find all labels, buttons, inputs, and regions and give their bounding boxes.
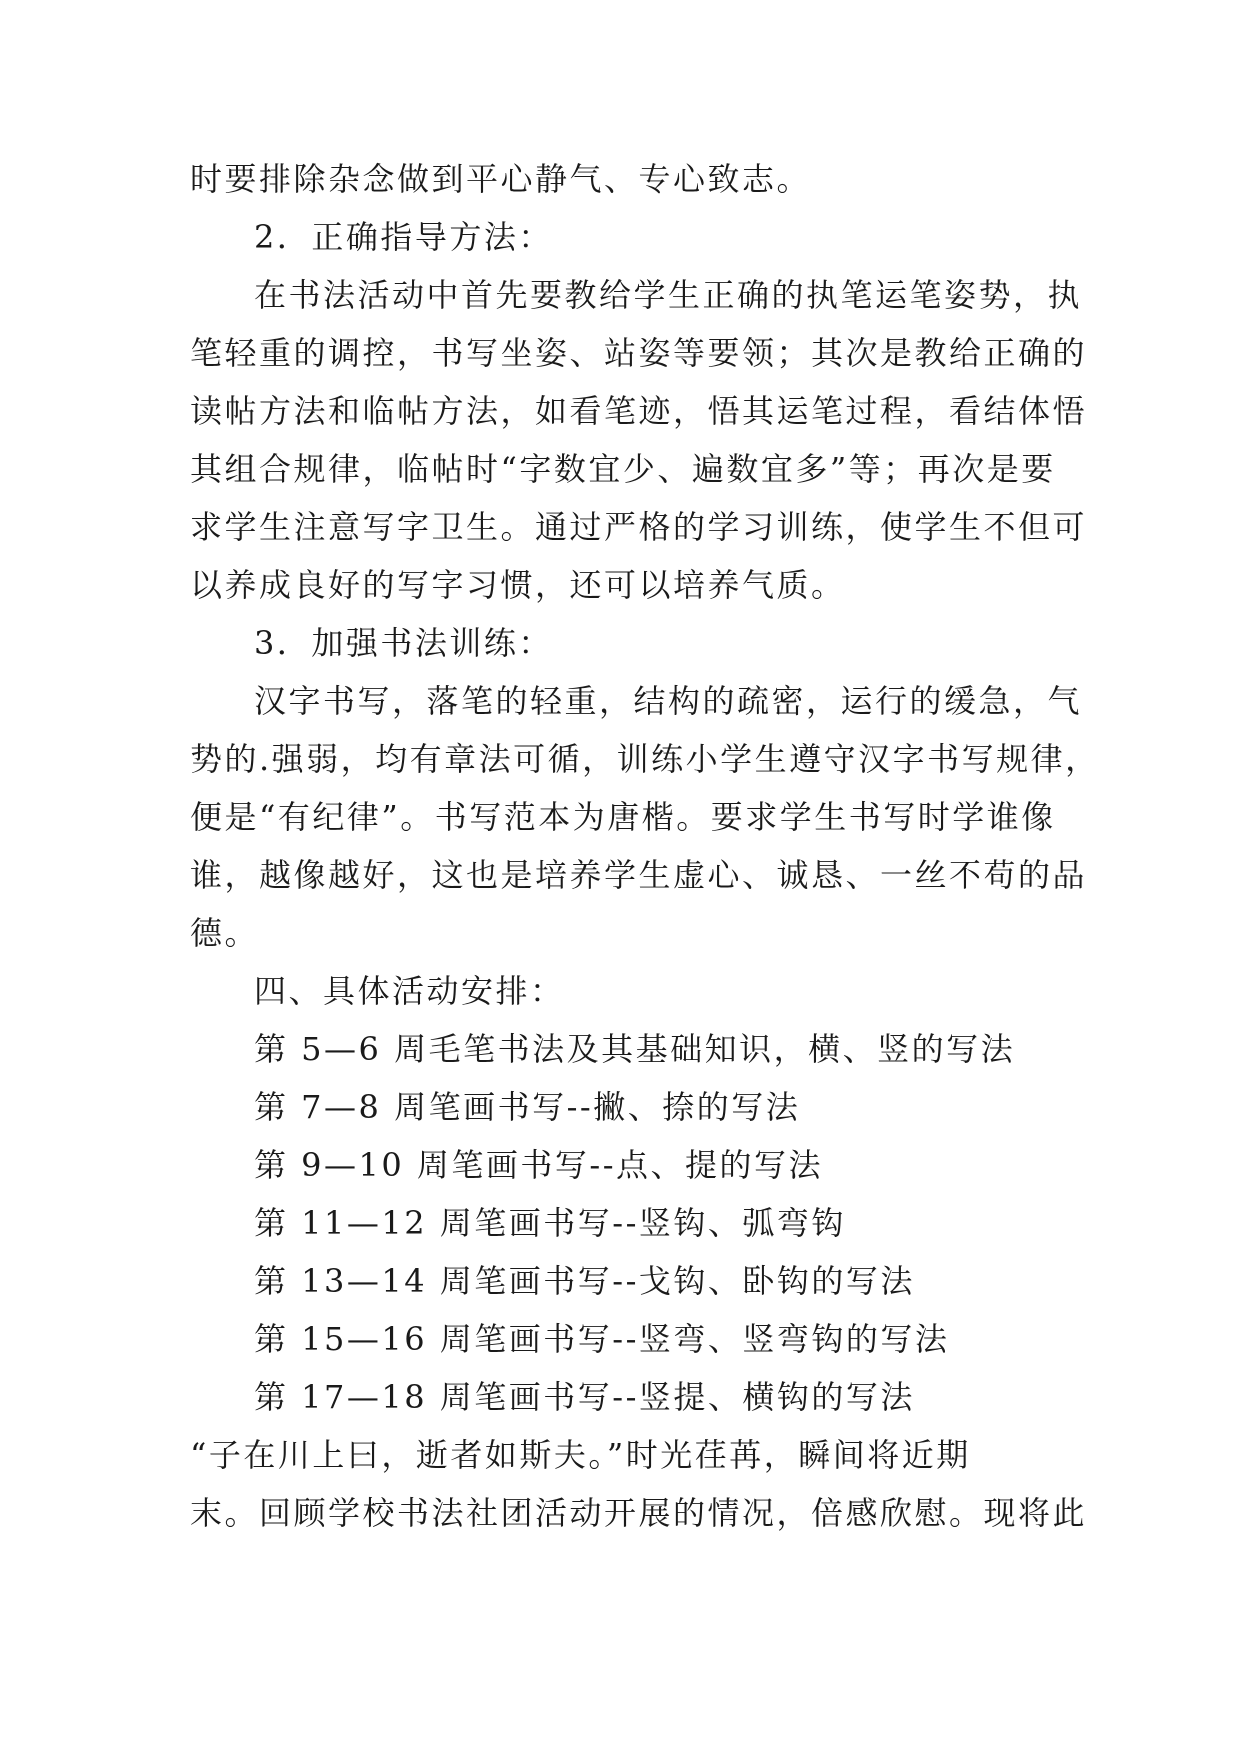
section-heading-method: 2．正确指导方法： <box>254 218 553 256</box>
text-line-23: “子在川上曰，逝者如斯夫。”时光荏苒，瞬间将近期 <box>190 1436 971 1474</box>
schedule-item-7: 第 17—18 周笔画书写--竖提、横钩的写法 <box>254 1378 915 1416</box>
text-line-10: 汉字书写，落笔的轻重，结构的疏密，运行的缓急，气 <box>254 682 1083 720</box>
text-line-6: 其组合规律，临帖时“字数宜少、遍数宜多”等；再次是要 <box>190 450 1056 488</box>
schedule-item-1: 第 5—6 周毛笔书法及其基础知识，横、竖的写法 <box>254 1030 1016 1068</box>
text-line-4: 笔轻重的调控，书写坐姿、站姿等要领；其次是教给正确的 <box>190 334 1088 372</box>
text-line-14: 德。 <box>190 914 260 952</box>
text-line-13: 谁，越像越好，这也是培养学生虚心、诚恳、一丝不苟的品 <box>190 856 1088 894</box>
text-line-11: 势的.强弱，均有章法可循，训练小学生遵守汉字书写规律， <box>190 740 1100 778</box>
text-line-24: 末。回顾学校书法社团活动开展的情况，倍感欣慰。现将此 <box>190 1494 1088 1532</box>
text-line-1: 时要排除杂念做到平心静气、专心致志。 <box>190 160 812 198</box>
text-line-7: 求学生注意写字卫生。通过严格的学习训练，使学生不但可 <box>190 508 1088 546</box>
schedule-item-2: 第 7—8 周笔画书写--撇、捺的写法 <box>254 1088 801 1126</box>
section-heading-training: 3．加强书法训练： <box>254 624 553 662</box>
text-line-5: 读帖方法和临帖方法，如看笔迹，悟其运笔过程，看结体悟 <box>190 392 1088 430</box>
schedule-item-4: 第 11—12 周笔画书写--竖钩、弧弯钩 <box>254 1204 846 1242</box>
schedule-item-3: 第 9—10 周笔画书写--点、提的写法 <box>254 1146 824 1184</box>
schedule-item-6: 第 15—16 周笔画书写--竖弯、竖弯钩的写法 <box>254 1320 950 1358</box>
text-line-8: 以养成良好的写字习惯，还可以培养气质。 <box>190 566 846 604</box>
schedule-item-5: 第 13—14 周笔画书写--戈钩、卧钩的写法 <box>254 1262 915 1300</box>
document-body <box>190 150 1100 1542</box>
text-line-3: 在书法活动中首先要教给学生正确的执笔运笔姿势，执 <box>254 276 1083 314</box>
section-heading-schedule: 四、具体活动安排： <box>254 972 565 1010</box>
text-line-12: 便是“有纪律”。书写范本为唐楷。要求学生书写时学谁像 <box>190 798 1056 836</box>
